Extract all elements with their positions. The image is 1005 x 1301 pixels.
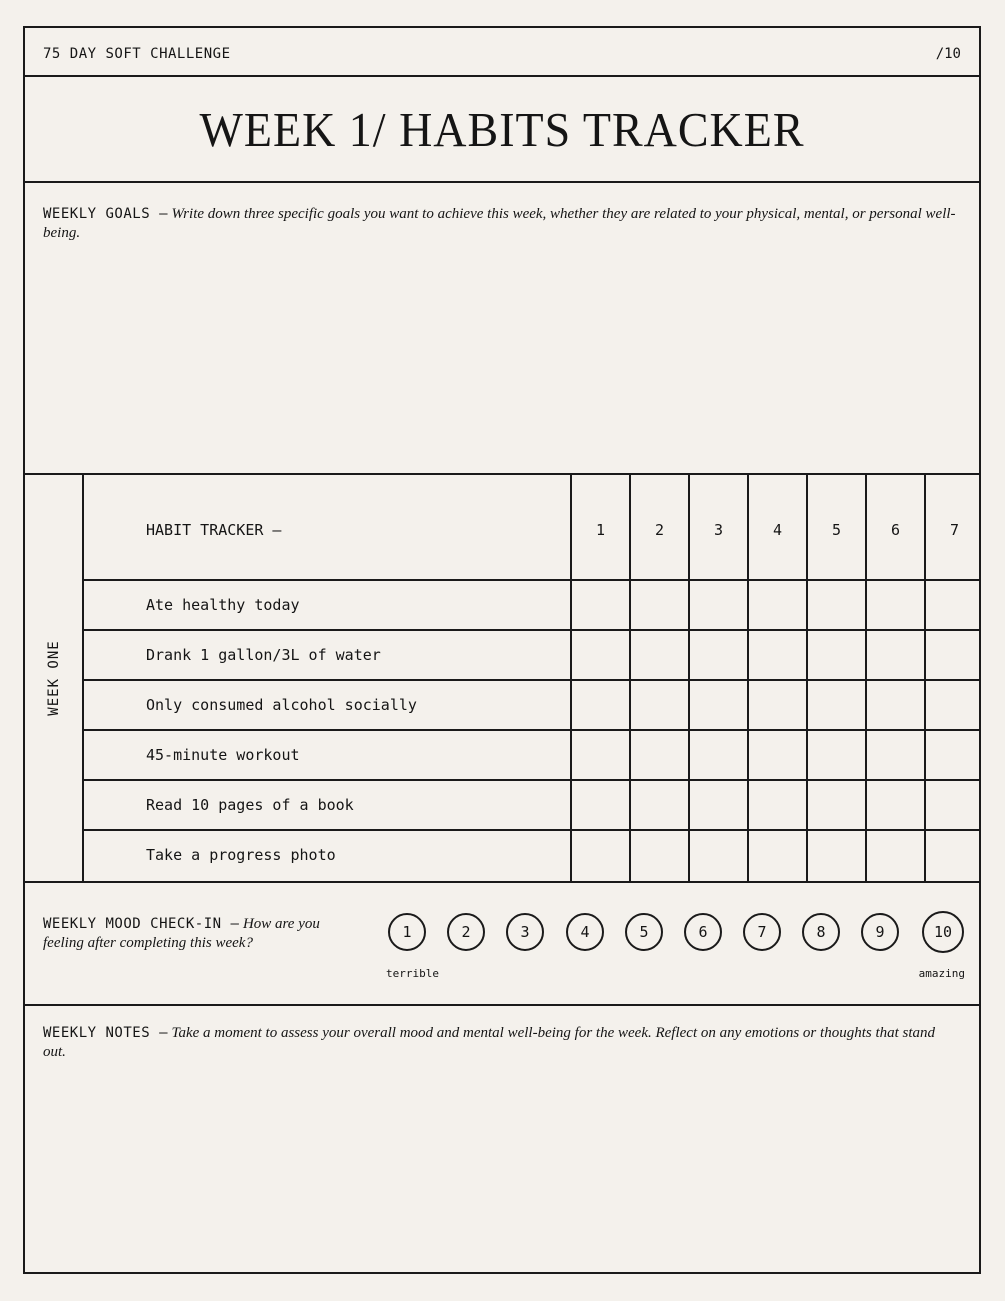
page-title: WEEK 1/ HABITS TRACKER <box>199 102 805 156</box>
habit-checkbox-day-7[interactable] <box>924 731 983 779</box>
habit-checkbox-day-7[interactable] <box>924 581 983 629</box>
habit-header-row <box>84 475 981 581</box>
habit-checkbox-day-4[interactable] <box>747 731 806 779</box>
day-header-4 <box>747 475 806 579</box>
mood-option-4[interactable]: 4 <box>566 913 604 951</box>
habit-checkbox-day-5[interactable] <box>806 831 865 881</box>
habit-name: Take a progress photo <box>146 846 336 864</box>
habit-checkbox-day-7[interactable] <box>924 781 983 829</box>
habit-grid <box>84 475 981 881</box>
habit-checkbox-day-3[interactable] <box>688 581 747 629</box>
week-column <box>25 475 84 881</box>
habit-checkbox-day-6[interactable] <box>865 781 924 829</box>
habit-checkbox-day-6[interactable] <box>865 731 924 779</box>
planner-page <box>23 26 981 1274</box>
weekly-notes-section[interactable] <box>25 1006 979 1272</box>
mood-label: WEEKLY MOOD CHECK-IN — <box>43 916 240 932</box>
habit-checkbox-day-4[interactable] <box>747 781 806 829</box>
habit-name: Read 10 pages of a book <box>146 796 354 814</box>
habit-checkbox-day-2[interactable] <box>629 631 688 679</box>
mood-option-5[interactable]: 5 <box>625 913 663 951</box>
mood-check-in-section <box>25 883 979 1006</box>
day-number: 2 <box>654 521 665 539</box>
day-number: 1 <box>595 521 606 539</box>
habit-name: Ate healthy today <box>146 596 300 614</box>
mood-low-label: terrible <box>386 967 439 980</box>
mood-option-9[interactable]: 9 <box>861 913 899 951</box>
habit-checkbox-day-1[interactable] <box>570 731 629 779</box>
mood-option-7[interactable]: 7 <box>743 913 781 951</box>
mood-option-1[interactable]: 1 <box>388 913 426 951</box>
habit-checkbox-day-6[interactable] <box>865 631 924 679</box>
habit-name: Only consumed alcohol socially <box>146 696 417 714</box>
day-header-5 <box>806 475 865 579</box>
habit-checkbox-day-3[interactable] <box>688 731 747 779</box>
top-bar <box>25 28 979 77</box>
day-header-3 <box>688 475 747 579</box>
habit-checkbox-day-4[interactable] <box>747 831 806 881</box>
mood-description: How are you feeling after completing this week? <box>43 916 320 951</box>
mood-option-3[interactable]: 3 <box>506 913 544 951</box>
habit-checkbox-day-3[interactable] <box>688 781 747 829</box>
goals-description: Write down three specific goals you want to achieve this week, whether they are related to your physical, mental, or personal well-being. <box>43 206 956 241</box>
habit-row <box>84 731 981 781</box>
habit-tracker-header: HABIT TRACKER — <box>146 521 282 539</box>
habit-checkbox-day-4[interactable] <box>747 581 806 629</box>
day-header-1 <box>570 475 629 579</box>
habit-checkbox-day-7[interactable] <box>924 831 983 881</box>
habit-checkbox-day-2[interactable] <box>629 681 688 729</box>
mood-option-10[interactable]: 10 <box>922 911 964 953</box>
habit-checkbox-day-2[interactable] <box>629 581 688 629</box>
mood-high-label: amazing <box>918 967 965 980</box>
challenge-name: 75 DAY SOFT CHALLENGE <box>43 46 231 62</box>
habit-checkbox-day-1[interactable] <box>570 581 629 629</box>
day-number: 7 <box>949 521 960 539</box>
day-number: 5 <box>831 521 842 539</box>
mood-option-2[interactable]: 2 <box>447 913 485 951</box>
habit-row <box>84 681 981 731</box>
habit-checkbox-day-1[interactable] <box>570 631 629 679</box>
habit-checkbox-day-3[interactable] <box>688 831 747 881</box>
habit-checkbox-day-6[interactable] <box>865 581 924 629</box>
goals-label: WEEKLY GOALS — <box>43 206 169 222</box>
habit-name: 45-minute workout <box>146 746 300 764</box>
habit-row <box>84 781 981 831</box>
habit-row <box>84 581 981 631</box>
habit-name: Drank 1 gallon/3L of water <box>146 646 381 664</box>
page-number: /10 <box>935 46 961 62</box>
day-number: 4 <box>772 521 783 539</box>
habit-checkbox-day-2[interactable] <box>629 731 688 779</box>
habit-checkbox-day-7[interactable] <box>924 681 983 729</box>
weekly-goals-section[interactable] <box>25 183 979 475</box>
notes-description: Take a moment to assess your overall mood and mental well-being for the week. Reflect on any emotions or thoughts that stand out. <box>43 1025 936 1060</box>
day-number: 6 <box>890 521 901 539</box>
habit-checkbox-day-2[interactable] <box>629 781 688 829</box>
week-label: WEEK ONE <box>45 640 62 716</box>
habit-checkbox-day-4[interactable] <box>747 681 806 729</box>
habit-checkbox-day-5[interactable] <box>806 731 865 779</box>
notes-label: WEEKLY NOTES — <box>43 1025 169 1041</box>
habit-checkbox-day-1[interactable] <box>570 781 629 829</box>
habit-checkbox-day-5[interactable] <box>806 581 865 629</box>
mood-option-6[interactable]: 6 <box>684 913 722 951</box>
habit-row <box>84 631 981 681</box>
habit-checkbox-day-3[interactable] <box>688 681 747 729</box>
habit-checkbox-day-1[interactable] <box>570 831 629 881</box>
mood-option-8[interactable]: 8 <box>802 913 840 951</box>
title-section <box>25 77 979 183</box>
habit-checkbox-day-1[interactable] <box>570 681 629 729</box>
habit-tracker-section <box>25 475 979 883</box>
habit-checkbox-day-6[interactable] <box>865 831 924 881</box>
habit-checkbox-day-6[interactable] <box>865 681 924 729</box>
habit-checkbox-day-7[interactable] <box>924 631 983 679</box>
day-header-6 <box>865 475 924 579</box>
habit-checkbox-day-5[interactable] <box>806 681 865 729</box>
day-header-2 <box>629 475 688 579</box>
habit-checkbox-day-5[interactable] <box>806 781 865 829</box>
day-number: 3 <box>713 521 724 539</box>
habit-checkbox-day-4[interactable] <box>747 631 806 679</box>
habit-checkbox-day-2[interactable] <box>629 831 688 881</box>
day-header-7 <box>924 475 983 579</box>
habit-row <box>84 831 981 881</box>
habit-checkbox-day-3[interactable] <box>688 631 747 679</box>
habit-checkbox-day-5[interactable] <box>806 631 865 679</box>
